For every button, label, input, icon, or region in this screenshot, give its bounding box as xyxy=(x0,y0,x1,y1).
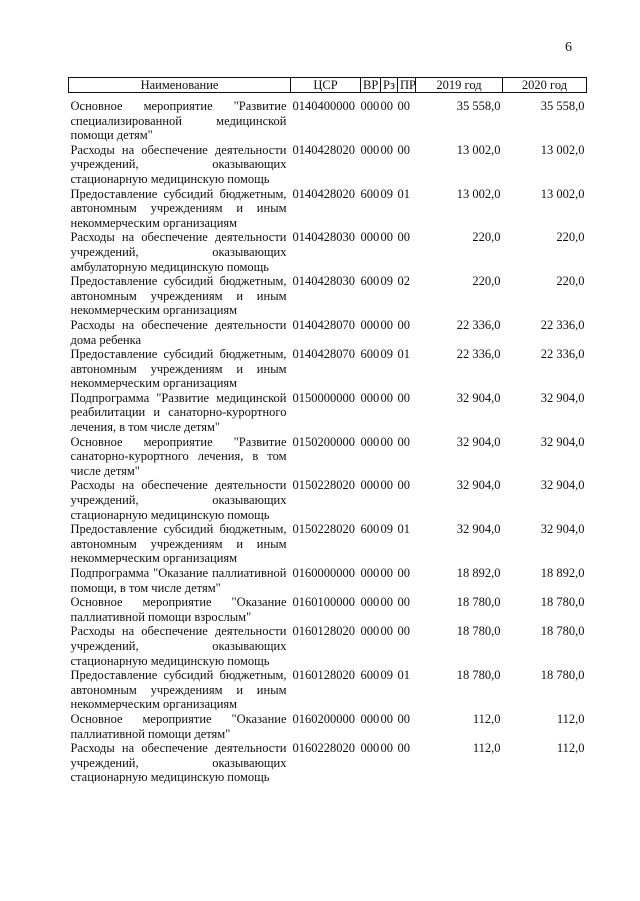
row-rz: 00 xyxy=(380,478,393,493)
row-pr: 01 xyxy=(397,522,410,537)
table-body xyxy=(69,93,587,785)
row-name: Предоставление субсидий бюджетным, автономным учреждениям и иным некоммерческим организациям xyxy=(70,347,287,391)
row-amount-2020: 220,0 xyxy=(556,274,585,289)
row-amount-2020: 18 780,0 xyxy=(540,624,585,639)
row-rz: 00 xyxy=(380,99,393,113)
row-amount-2019: 18 780,0 xyxy=(456,624,501,639)
row-csr: 0150200000 xyxy=(292,434,355,449)
row-pr: 00 xyxy=(397,99,410,113)
row-vr: 000 xyxy=(360,390,380,405)
row-pr: 00 xyxy=(397,390,410,405)
row-amount-2019: 220,0 xyxy=(472,230,501,245)
row-amount-2019: 32 904,0 xyxy=(456,390,501,405)
row-csr: 0150228020 xyxy=(292,522,355,537)
row-vr: 000 xyxy=(360,711,380,726)
row-amount-2019: 18 780,0 xyxy=(456,595,501,610)
row-csr: 0140428020 xyxy=(292,142,355,157)
row-amount-2019: 32 904,0 xyxy=(456,434,501,449)
row-csr: 0140428030 xyxy=(292,230,355,245)
row-rz: 00 xyxy=(380,317,393,332)
row-rz: 00 xyxy=(380,142,393,157)
row-rz: 00 xyxy=(380,595,393,610)
table-row xyxy=(69,391,587,435)
header-pr: ПР xyxy=(398,78,416,93)
row-amount-2019: 22 336,0 xyxy=(456,317,501,332)
row-amount-2019: 32 904,0 xyxy=(456,522,501,537)
row-rz: 00 xyxy=(380,711,393,726)
row-rz: 00 xyxy=(380,434,393,449)
row-name: Расходы на обеспечение деятельности учреждений, оказывающих стационарную медицинскую помощь xyxy=(70,478,287,522)
row-rz: 09 xyxy=(380,668,393,683)
row-amount-2020: 32 904,0 xyxy=(540,478,585,493)
row-pr: 00 xyxy=(397,566,410,580)
row-rz: 00 xyxy=(380,230,393,245)
table-row xyxy=(69,93,587,143)
row-pr: 00 xyxy=(397,230,410,245)
row-amount-2019: 18 780,0 xyxy=(456,668,501,683)
row-vr: 600 xyxy=(360,668,380,683)
table-row xyxy=(69,566,587,595)
row-vr: 600 xyxy=(360,347,380,362)
row-rz: 09 xyxy=(380,186,393,201)
row-csr: 0160228020 xyxy=(292,741,355,756)
row-pr: 00 xyxy=(397,595,410,610)
row-pr: 00 xyxy=(397,142,410,157)
row-amount-2020: 18 780,0 xyxy=(540,668,585,683)
row-amount-2019: 13 002,0 xyxy=(456,186,501,201)
row-pr: 01 xyxy=(397,347,410,362)
row-name: Расходы на обеспечение деятельности учреждений, оказывающих стационарную медицинскую помощь xyxy=(70,624,287,668)
table-row xyxy=(69,595,587,624)
header-rz: Рз xyxy=(381,78,398,93)
row-amount-2019: 112,0 xyxy=(472,741,501,756)
row-vr: 600 xyxy=(360,522,380,537)
row-name: Предоставление субсидий бюджетным, автономным учреждениям и иным некоммерческим организациям xyxy=(70,186,287,230)
row-amount-2020: 32 904,0 xyxy=(540,522,585,537)
row-rz: 09 xyxy=(380,522,393,537)
header-name: Наименование xyxy=(69,78,291,93)
row-csr: 0140428020 xyxy=(292,186,355,201)
row-csr: 0140428030 xyxy=(292,274,355,289)
table-row xyxy=(69,668,587,712)
row-amount-2020: 112,0 xyxy=(556,741,585,756)
row-amount-2019: 35 558,0 xyxy=(456,99,501,113)
row-vr: 600 xyxy=(360,274,380,289)
row-csr: 0150000000 xyxy=(292,390,355,405)
row-name: Расходы на обеспечение деятельности учреждений, оказывающих стационарную медицинскую помощь xyxy=(70,741,287,785)
table-header-row xyxy=(69,78,587,93)
row-amount-2020: 18 780,0 xyxy=(540,595,585,610)
row-vr: 000 xyxy=(360,595,380,610)
row-csr: 0160000000 xyxy=(292,566,355,580)
header-year-2020: 2020 год xyxy=(503,78,587,93)
row-vr: 000 xyxy=(360,317,380,332)
header-vr: ВР xyxy=(361,78,381,93)
row-csr: 0140428070 xyxy=(292,347,355,362)
row-rz: 09 xyxy=(380,274,393,289)
row-csr: 0160128020 xyxy=(292,668,355,683)
row-pr: 00 xyxy=(397,624,410,639)
row-vr: 000 xyxy=(360,434,380,449)
row-csr: 0140428070 xyxy=(292,317,355,332)
row-vr: 600 xyxy=(360,186,380,201)
row-name: Основное мероприятие "Развитие санаторно-курортного лечения, в том числе детям" xyxy=(70,434,287,478)
row-name: Предоставление субсидий бюджетным, автономным учреждениям и иным некоммерческим организациям xyxy=(70,522,287,566)
row-amount-2020: 13 002,0 xyxy=(540,186,585,201)
row-name: Подпрограмма "Оказание паллиативной помощи, в том числе детям" xyxy=(70,566,287,595)
row-amount-2019: 18 892,0 xyxy=(456,566,501,580)
row-pr: 01 xyxy=(397,668,410,683)
row-amount-2019: 13 002,0 xyxy=(456,142,501,157)
row-pr: 00 xyxy=(397,711,410,726)
table-row xyxy=(69,741,587,785)
row-vr: 000 xyxy=(360,230,380,245)
row-name: Основное мероприятие "Оказание паллиативной помощи детям" xyxy=(70,711,287,741)
row-pr: 00 xyxy=(397,478,410,493)
table-row xyxy=(69,478,587,522)
row-vr: 000 xyxy=(360,624,380,639)
table-row xyxy=(69,230,587,274)
row-amount-2020: 32 904,0 xyxy=(540,390,585,405)
row-amount-2020: 22 336,0 xyxy=(540,317,585,332)
table-row xyxy=(69,624,587,668)
row-vr: 000 xyxy=(360,142,380,157)
row-csr: 0150228020 xyxy=(292,478,355,493)
row-name: Подпрограмма "Развитие медицинской реабилитации и санаторно-курортного лечения, в том числе детям" xyxy=(70,390,287,435)
row-amount-2020: 18 892,0 xyxy=(540,566,585,580)
page-number: 6 xyxy=(565,40,572,55)
row-name: Основное мероприятие "Оказание паллиативной помощи взрослым" xyxy=(70,595,287,624)
row-amount-2020: 22 336,0 xyxy=(540,347,585,362)
row-amount-2020: 32 904,0 xyxy=(540,434,585,449)
row-amount-2019: 32 904,0 xyxy=(456,478,501,493)
header-year-2019: 2019 год xyxy=(416,78,503,93)
row-rz: 09 xyxy=(380,347,393,362)
table-row xyxy=(69,187,587,231)
row-amount-2020: 112,0 xyxy=(556,711,585,726)
row-amount-2019: 112,0 xyxy=(472,711,501,726)
row-csr: 0160100000 xyxy=(292,595,355,610)
row-name: Основное мероприятие "Развитие специализированной медицинской помощи детям" xyxy=(70,99,287,143)
row-amount-2020: 13 002,0 xyxy=(540,142,585,157)
row-rz: 00 xyxy=(380,390,393,405)
row-amount-2020: 35 558,0 xyxy=(540,99,585,113)
row-rz: 00 xyxy=(380,741,393,756)
row-name: Расходы на обеспечение деятельности учреждений, оказывающих стационарную медицинскую помощь xyxy=(70,142,287,186)
row-name: Предоставление субсидий бюджетным, автономным учреждениям и иным некоммерческим организациям xyxy=(70,274,287,318)
row-name: Предоставление субсидий бюджетным, автономным учреждениям и иным некоммерческим организациям xyxy=(70,668,287,712)
row-vr: 000 xyxy=(360,99,380,113)
row-rz: 00 xyxy=(380,624,393,639)
row-pr: 00 xyxy=(397,741,410,756)
header-csr: ЦСР xyxy=(291,78,361,93)
row-amount-2020: 220,0 xyxy=(556,230,585,245)
row-csr: 0160128020 xyxy=(292,624,355,639)
row-rz: 00 xyxy=(380,566,393,580)
table-row xyxy=(69,143,587,187)
table-row xyxy=(69,435,587,479)
row-pr: 01 xyxy=(397,186,410,201)
table-row xyxy=(69,712,587,741)
table-row xyxy=(69,522,587,566)
row-amount-2019: 220,0 xyxy=(472,274,501,289)
table-row xyxy=(69,318,587,347)
row-vr: 000 xyxy=(360,566,380,580)
table-row xyxy=(69,347,587,391)
budget-table xyxy=(68,77,587,785)
row-name: Расходы на обеспечение деятельности дома ребенка xyxy=(70,317,287,347)
row-vr: 000 xyxy=(360,741,380,756)
row-csr: 0160200000 xyxy=(292,711,355,726)
row-pr: 00 xyxy=(397,434,410,449)
row-amount-2019: 22 336,0 xyxy=(456,347,501,362)
row-pr: 02 xyxy=(397,274,410,289)
row-name: Расходы на обеспечение деятельности учреждений, оказывающих амбулаторную медицинскую помощь xyxy=(70,230,287,274)
row-pr: 00 xyxy=(397,317,410,332)
table-row xyxy=(69,274,587,318)
row-csr: 0140400000 xyxy=(292,99,355,113)
row-vr: 000 xyxy=(360,478,380,493)
